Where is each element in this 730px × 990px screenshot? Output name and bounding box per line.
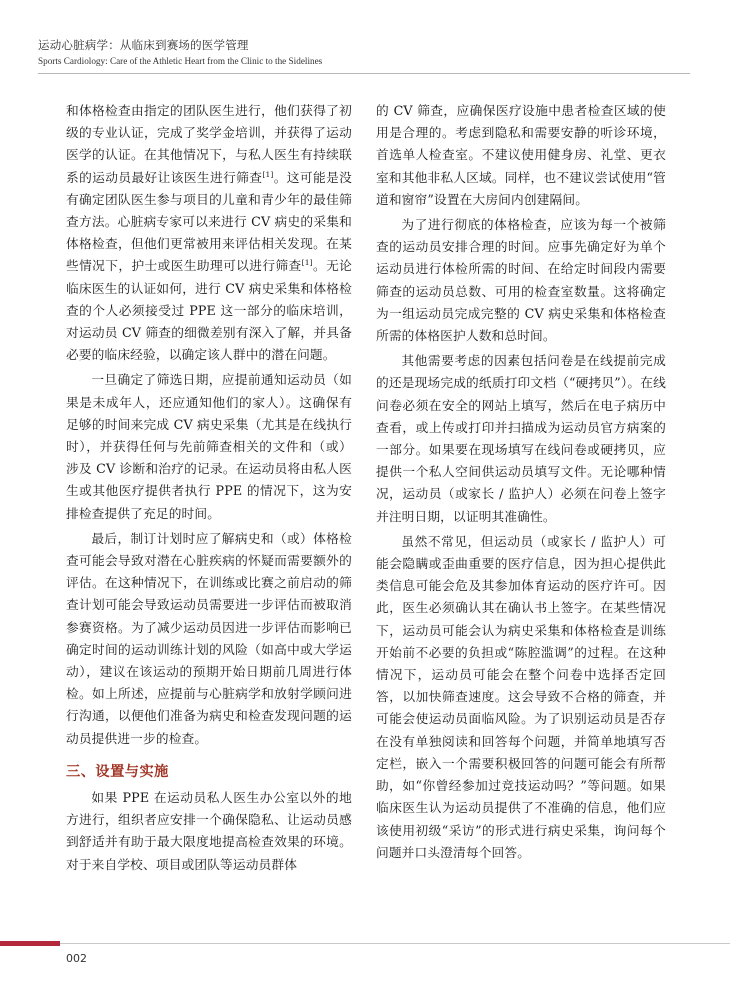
- header-title-en: Sports Cardiology: Care of the Athletic Heart from the Clinic to the Sidelines: [38, 56, 323, 66]
- paragraph: 最后，制订计划时应了解病史和（或）体格检查可能会导致对潜在心脏疾病的怀疑而需要额外的评估。在这种情况下，在训练或比赛之前启动的筛查计划可能会导致运动员需要进一步评估而被取消参赛资格。为了减少运动员因进一步评估而影响已确定时间的运动训练计划的风险（如高中或大学运动），建议在该运动的预期开始日期前几周进行体检。如上所述，应提前与心脏病学和放射学顾问进行沟通，以便他们准备为病史和检查发现问题的运动员提供进一步的检查。: [66, 530, 352, 746]
- paragraph: 如果 PPE 在运动员私人医生办公室以外的地方进行，组织者应安排一个确保隐私、让运动员感到舒适并有助于最大限度地提高检查效果的环境。对于来自学校、项目或团队等运动员群体: [66, 789, 352, 872]
- paragraph-text: 。无论临床医生的认证如何，进行 CV 病史采集和体格检查的个人必须接受过 PPE 这一部分的临床培训，对运动员 CV 筛查的细微差别有深入了解，并具备必要的临床经验，以确定该人群中的潜在问题。: [66, 258, 352, 363]
- section-heading: 三、设置与实施: [66, 763, 169, 780]
- paragraph: 为了进行彻底的体格检查，应该为每一个被筛查的运动员安排合理的时间。应事先确定好为单个运动员进行体检所需的时间、在给定时间段内需要筛查的运动员总数、可用的检查室数量。这将确定为一组运动员完成完整的 CV 病史采集和体格检查所需的体格医护人数和总时间。: [376, 217, 666, 344]
- paragraph: 的 CV 筛查，应确保医疗设施中患者检查区域的使用是合理的。考虑到隐私和需要安静的听诊环境，首选单人检查室。不建议使用健身房、礼堂、更衣室和其他非私人区域。同样，也不建议尝试使用“管道和窗帘”设置在大房间内创建隔间。: [376, 103, 666, 207]
- citation-ref: [1]: [301, 258, 313, 268]
- header-divider: [38, 73, 690, 74]
- paragraph: [66, 100, 352, 366]
- header-title-cn: 运动心脏病学：从临床到赛场的医学管理: [38, 38, 249, 52]
- paragraph: 其他需要考虑的因素包括问卷是在线提前完成的还是现场完成的纸质打印文档（“硬拷贝”）。在线问卷必须在安全的网站上填写，然后在电子病历中查看，或上传或打印并扫描成为运动员官方病案的一部分。如果要在现场填写在线问卷或硬拷贝，应提供一个私人空间供运动员填写文件。无论哪种情况，运动员（或家长 / 监护人）必须在问卷上签字并注明日期，以证明其准确性。: [376, 353, 666, 524]
- paragraph-text: 。这可能是没有确定团队医生参与项目的儿童和青少年的最佳筛查方法。心脏病专家可以来进行 CV 病史的采集和体格检查，但他们更常被用来评估相关发现。在某些情况下，护士或医生助理可以进行筛查: [66, 169, 353, 274]
- left-column: [66, 100, 352, 876]
- right-column: [376, 100, 666, 864]
- paragraph: 一旦确定了筛选日期，应提前通知运动员（如果是未成年人，还应通知他们的家人）。这确保有足够的时间来完成 CV 病史采集（尤其是在线执行时），并获得任何与先前筛查相关的文件和（或）涉及 CV 诊断和治疗的记录。在运动员将由私人医生或其他医疗提供者执行 PPE 的情况下，这为安排检查提供了充足的时间。: [66, 372, 352, 521]
- footer-accent-bar: [0, 941, 60, 946]
- running-header: [38, 38, 322, 67]
- page-number: 002: [66, 952, 87, 965]
- paragraph-text: 和体格检查由指定的团队医生进行，他们获得了初级的专业认证，完成了奖学金培训，并获得了运动医学的认证。在其他情况下，与私人医生有持续联系的运动员最好让该医生进行筛查: [66, 103, 352, 185]
- paragraph: 虽然不常见，但运动员（或家长 / 监护人）可能会隐瞒或歪曲重要的医疗信息，因为担心提供此类信息可能会危及其参加体育运动的医疗许可。因此，医生必须确认其在确认书上签字。在某些情况下，运动员可能会认为病史采集和体格检查是训练开始前不必要的负担或“陈腔滥调”的过程。在这种情况下，运动员可能会在整个问卷中选择否定回答，以加快筛查速度。这会导致不合格的筛查，并可能会使运动员面临风险。为了识别运动员是否存在没有单独阅读和回答每个问题，并简单地填写否定栏，嵌入一个需要积极回答的问题可能会有所帮助，如“你曾经参加过竞技运动吗？”等问题。如果临床医生认为运动员提供了不准确的信息，他们应该使用初级“采访”的形式进行病史采集，询问每个问题并口头澄清每个回答。: [376, 533, 666, 860]
- citation-ref: [1]: [262, 169, 274, 179]
- footer-divider: [60, 943, 730, 944]
